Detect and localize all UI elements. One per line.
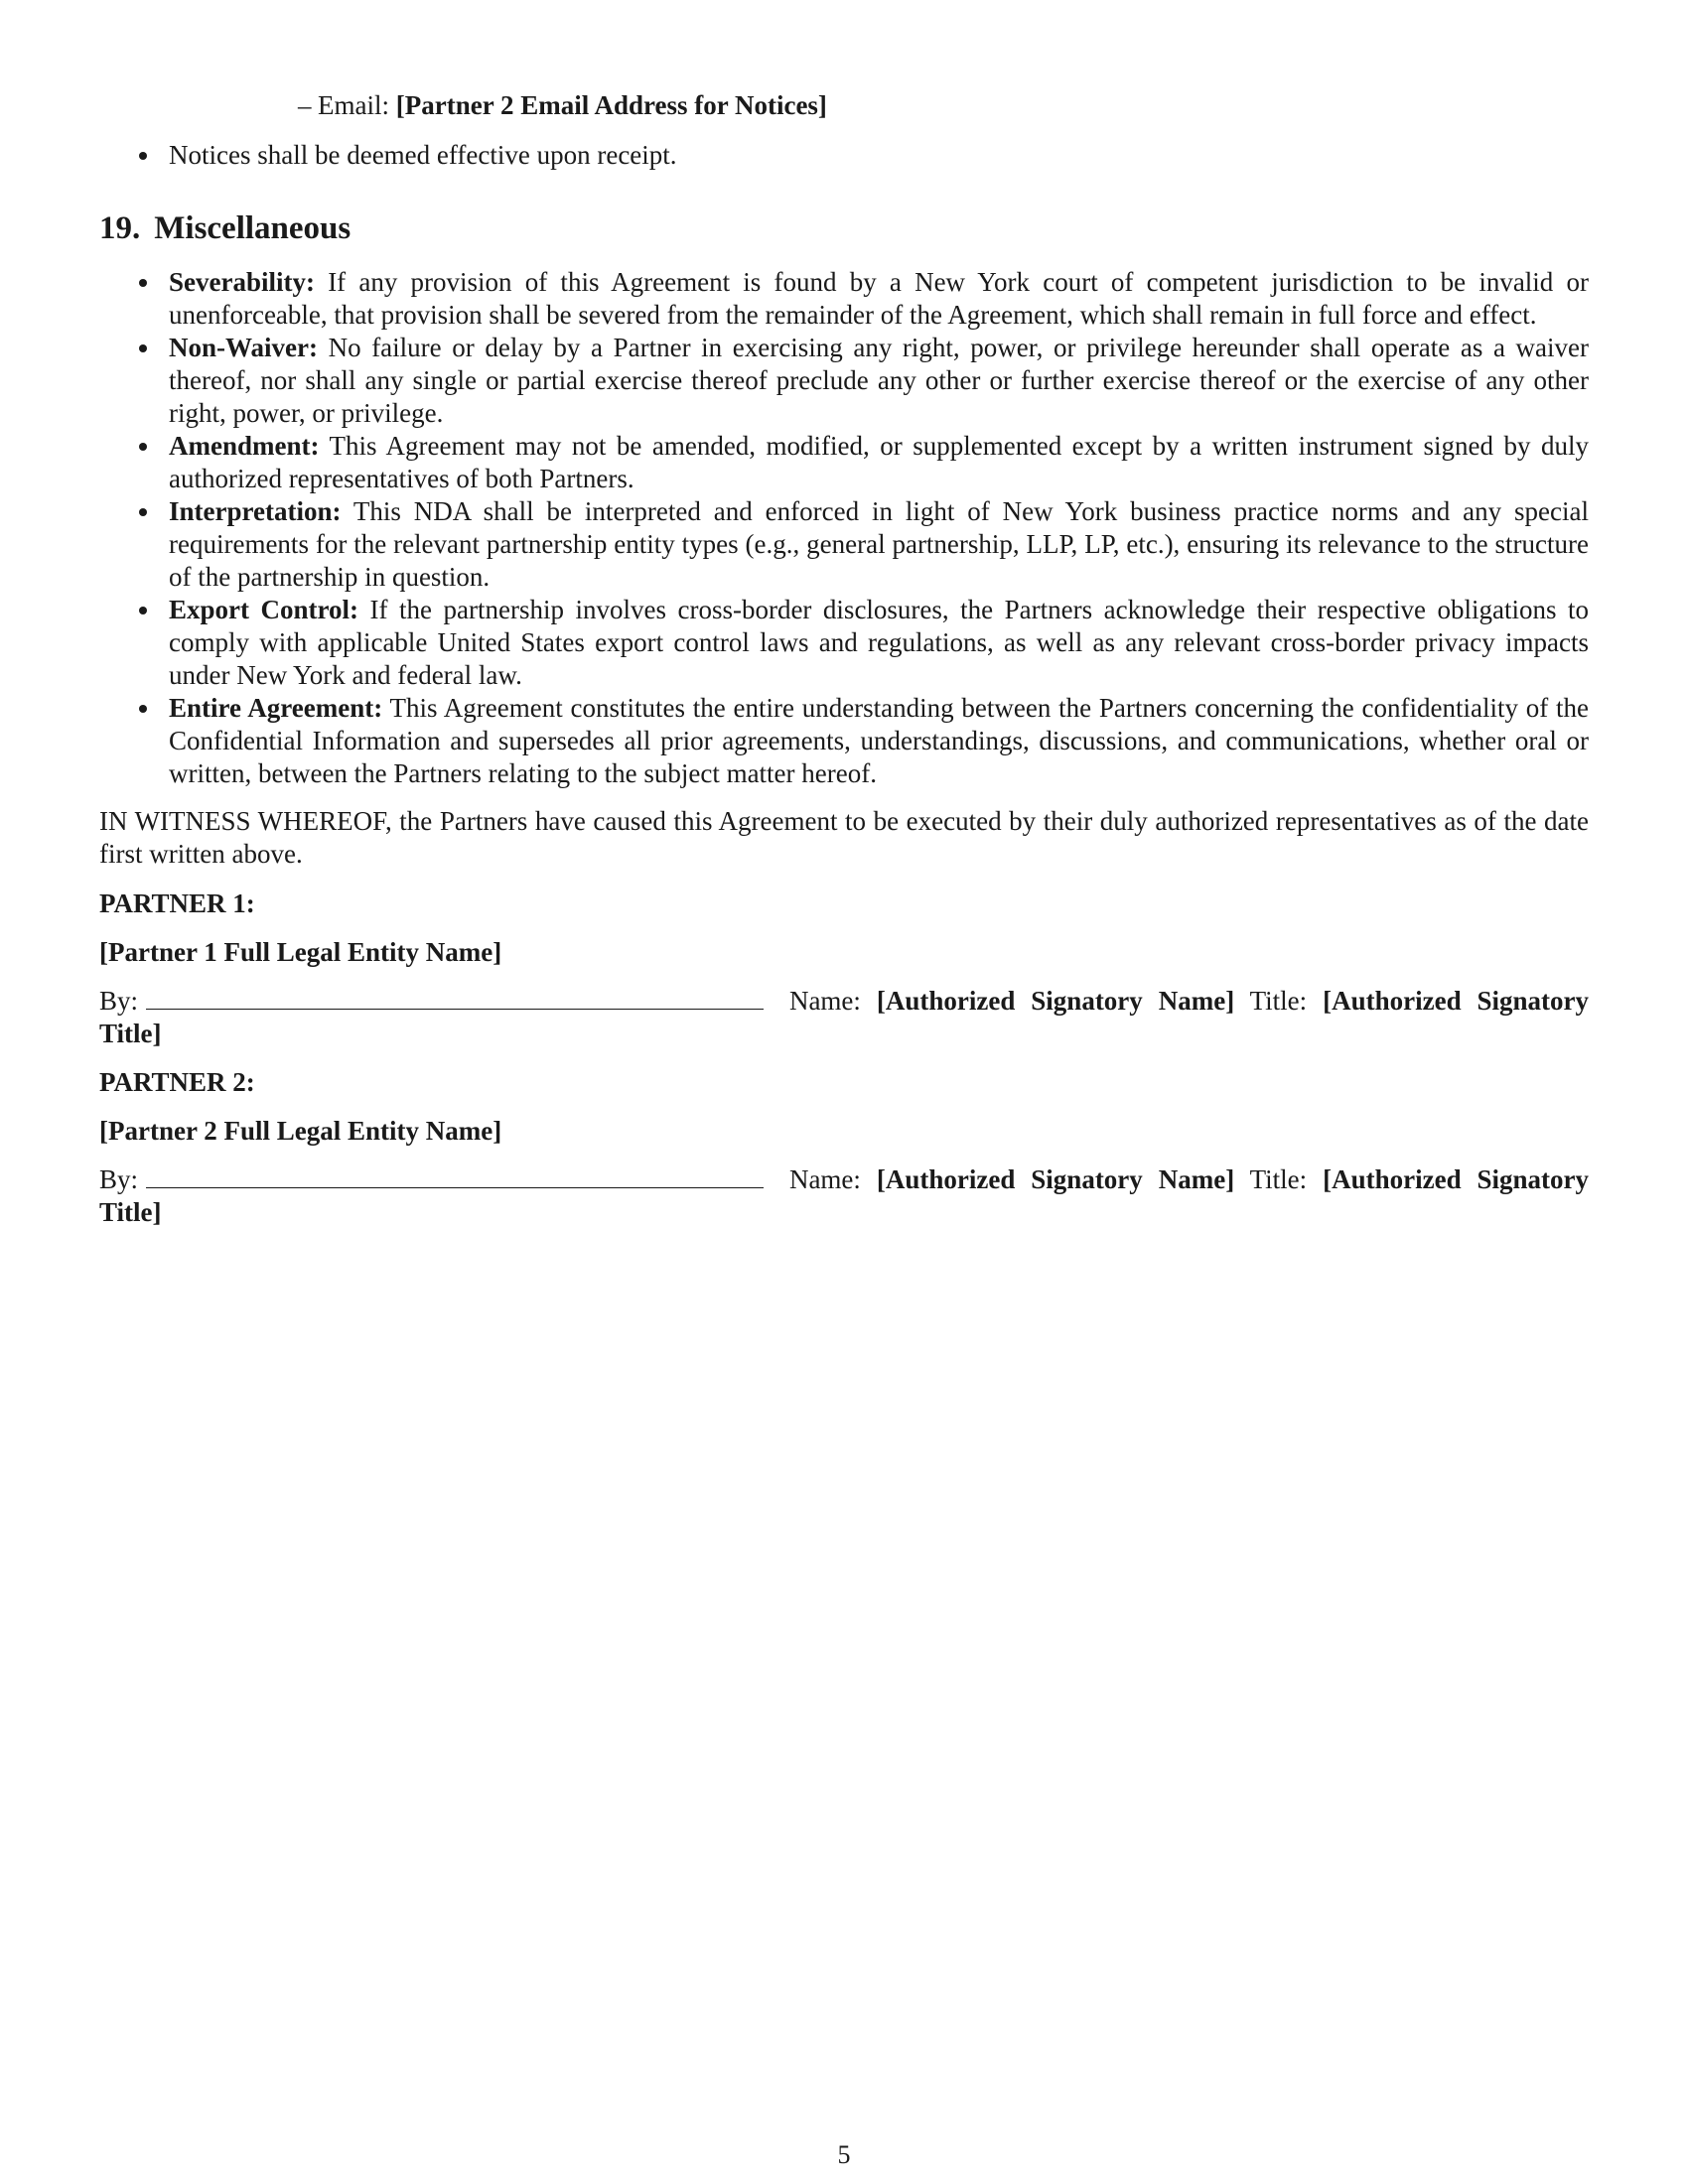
bullet-icon [139, 443, 147, 451]
notice-email-item [99, 89, 1589, 122]
partner1-entity-name: [Partner 1 Full Legal Entity Name] [99, 937, 502, 967]
bullet-icon [139, 508, 147, 516]
item-text: No failure or delay by a Partner in exercising any right, power, or privilege hereunder shall operate as a waiver thereof, nor shall any single or partial exercise thereof preclude any other or further exercise thereof or the exercise of any other right, power, or privilege. [169, 333, 1590, 428]
misc-list [99, 266, 1589, 790]
bullet-icon [139, 344, 147, 352]
item-term: Export Control: [169, 595, 359, 624]
signature-line[interactable] [146, 1165, 764, 1188]
document-page [99, 89, 1589, 1229]
bullet-icon [139, 279, 147, 287]
item-text: This Agreement may not be amended, modified, or supplemented except by a written instrument signed by duly authorized representatives of both Partners. [169, 431, 1589, 493]
item-term: Amendment: [169, 431, 320, 461]
email-label: Email: [318, 90, 389, 120]
list-item [99, 139, 1589, 172]
notices-effective-text: Notices shall be deemed effective upon receipt. [169, 140, 677, 170]
partner1-signature-block [99, 985, 1589, 1050]
signatory-title: [Authorized Signatory Title] [99, 1164, 1590, 1227]
item-text: If the partnership involves cross-border disclosures, the Partners acknowledge their respective obligations to comply with applicable United States export control laws and regulations, as well as any relevant cross-border privacy impacts under New York and federal law. [169, 595, 1590, 690]
signatory-name: [Authorized Signatory Name] [876, 986, 1235, 1016]
item-term: Interpretation: [169, 496, 342, 526]
bullet-icon [139, 705, 147, 713]
item-text: If any provision of this Agreement is found by a New York court of competent jurisdiction to be invalid or unenforceable, that provision shall be severed from the remainder of the Agreement, which shall remain in full force and effect. [169, 267, 1589, 330]
signatory-name: [Authorized Signatory Name] [876, 1164, 1235, 1194]
partner2-entity-name: [Partner 2 Full Legal Entity Name] [99, 1116, 502, 1146]
by-label: By: [99, 986, 139, 1016]
partner2-entity [99, 1115, 1589, 1148]
witness-paragraph: IN WITNESS WHEREOF, the Partners have caused this Agreement to be executed by their duly authorized representatives as of the date first written above. [99, 806, 1589, 869]
title-label: Title: [1249, 986, 1308, 1016]
signatory-title: [Authorized Signatory Title] [99, 986, 1590, 1048]
title-label: Title: [1249, 1164, 1308, 1194]
list-item [99, 495, 1589, 594]
signature-line[interactable] [146, 987, 764, 1010]
section-number: 19. [99, 210, 141, 246]
dash-marker: – [298, 90, 312, 120]
email-value: [Partner 2 Email Address for Notices] [395, 90, 827, 120]
list-item [99, 266, 1589, 332]
item-text: This Agreement constitutes the entire understanding between the Partners concerning the confidentiality of the Confidential Information and supersedes all prior agreements, understandings, discussions, and communications, whether oral or written, between the Partners relating to the subject matter hereof. [169, 693, 1590, 788]
partner1-label: PARTNER 1: [99, 888, 255, 918]
section-heading [99, 208, 1589, 248]
item-text: This NDA shall be interpreted and enforced in light of New York business practice norms and any special requirements for the relevant partnership entity types (e.g., general partnership, LLP, LP, etc.), ensuring its relevance to the structure of the partnership in question. [169, 496, 1589, 592]
partner1-entity [99, 936, 1589, 969]
name-label: Name: [788, 1164, 861, 1194]
section-title: Miscellaneous [154, 210, 352, 246]
name-label: Name: [788, 986, 861, 1016]
notices-list [99, 139, 1589, 172]
item-term: Severability: [169, 267, 315, 297]
list-item [99, 594, 1589, 692]
page-number: 5 [837, 2140, 851, 2169]
by-label: By: [99, 1164, 139, 1194]
list-item [99, 332, 1589, 430]
bullet-icon [139, 152, 147, 160]
item-term: Entire Agreement: [169, 693, 383, 723]
partner2-signature-block [99, 1163, 1589, 1229]
list-item [99, 430, 1589, 495]
item-term: Non-Waiver: [169, 333, 318, 362]
partner2-label: PARTNER 2: [99, 1067, 255, 1097]
list-item [99, 692, 1589, 790]
bullet-icon [139, 607, 147, 614]
